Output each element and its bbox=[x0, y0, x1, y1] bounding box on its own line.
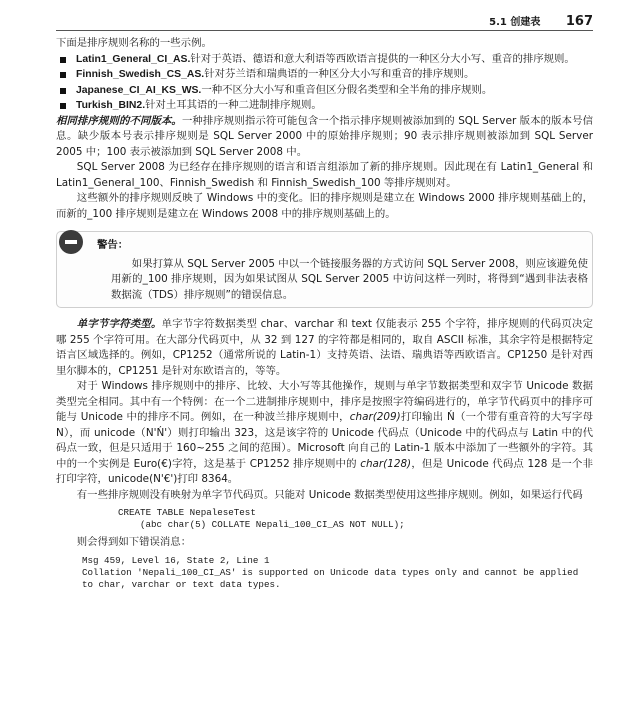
list-item bbox=[56, 52, 593, 68]
collation-examples-list bbox=[56, 52, 593, 114]
unicode-text-3: ，但是 Unicode 代码点 128 是一个非打印字符，unicode(N'€')打印 8364。 bbox=[56, 457, 593, 485]
unicode-text-2: 打印输出 Ń（一个带有重音符的大写字母 N），而 unicode（N'Ń'）则打印输出 323，这是该字符的 Unicode 代码点（Unicode 中的代码点与 Latin 中的代码点一致，但是只适用于 160~255 之间的范围）。Microsoft 向自己的 Latin-1 版本中添加了一些额外的字符。其中的一个实例是 Euro(€)字符，这是基于 CP1252 排序规则中的 bbox=[56, 411, 593, 470]
collation-name: Japanese_CI_AI_KS_WS. bbox=[76, 84, 202, 96]
collation-name: Latin1_General_CI_AS. bbox=[76, 53, 191, 65]
error-line: Collation 'Nepali_100_CI_AS' is supported on Unicode data types only and cannot be applied bbox=[82, 566, 579, 578]
collation-desc: 针对土耳其语的一种二进制排序规则。 bbox=[145, 99, 322, 111]
list-item bbox=[56, 98, 593, 114]
collation-desc: 针对于英语、德语和意大利语等西欧语言提供的一种区分大小写、重音的排序规则。 bbox=[190, 52, 575, 65]
warning-title: 警告： bbox=[97, 239, 129, 251]
error-line: Msg 459, Level 16, State 2, Line 1 bbox=[82, 554, 270, 566]
single-byte-paragraph bbox=[56, 317, 593, 379]
code-block bbox=[92, 507, 593, 531]
error-block bbox=[82, 555, 593, 591]
section-number: 5.1 bbox=[489, 17, 507, 28]
collation-desc: 针对芬兰语和瑞典语的一种区分大小写和重音的排序规则。 bbox=[204, 68, 475, 80]
list-item bbox=[56, 67, 593, 83]
single-byte-text: 单字节字符数据类型 char、varchar 和 text 仅能表示 255 个字符，排序规则的代码页决定哪 255 个字符可用。在大部分代码页中，从 32 到 127 的字符都是相同的，取自 ASCII 标准，其余字符是根据特定语言区域选择的。例如，CP1252（通常所说的 Latin-1）支持英语、法语、瑞典语等西欧语言。CP1250 是针对西里尔脚本的，CP1251 是针对东欧语言的，等等。 bbox=[56, 318, 593, 377]
warning-text: 如果打算从 SQL Server 2005 中以一个链接服务器的方式访问 SQL Server 2008，则应该避免使用新的_100 排序规则，因为如果试图从 SQL Server 2005 中访问这样一列时，将得到“遇到非法表格数据流（TDS）排序规则”的错误信息。 bbox=[111, 257, 588, 301]
unicode-paragraph bbox=[56, 379, 593, 488]
page-body bbox=[56, 36, 593, 595]
collation-desc: 一种不区分大小写和重音但区分假名类型和全半角的排序规则。 bbox=[201, 83, 493, 96]
inline-code: char(128) bbox=[360, 457, 412, 470]
inline-code: char(209) bbox=[349, 411, 401, 423]
versions-text: 一种排序规则指示符可能包含一个指示排序规则被添加到的 SQL Server 版本的版本号信息。缺少版本号表示排序规则是 SQL Server 2000 中的原始排序规则；90 表示排序规则被添加到 SQL Server 2005 中；100 表示被添加到 SQL Server 2008 中。 bbox=[56, 114, 594, 158]
intro-paragraph: 下面是排序规则名称的一些示例。 bbox=[56, 37, 212, 49]
non-codepage-paragraph: 有一些排序规则没有映射为单字节代码页。只能对 Unicode 数据类型使用这些排序规则。例如，如果运行代码 bbox=[76, 488, 583, 501]
code-line: (abc char(5) COLLATE Nepali_100_CI_AS NOT NULL); bbox=[140, 519, 405, 530]
warning-icon bbox=[59, 230, 83, 254]
error-line: to char, varchar or text data types. bbox=[82, 578, 281, 590]
running-header bbox=[489, 13, 593, 29]
sql2008-paragraph: SQL Server 2008 为已经存在排序规则的语言和语言组添加了新的排序规则。因此现在有 Latin1_General 和 Latin1_General_100、Finnish_Swedish 和 Finnish_Swedish_100 等排序规则对。 bbox=[56, 161, 593, 189]
page-number: 167 bbox=[565, 14, 593, 29]
list-item bbox=[56, 83, 593, 99]
versions-paragraph bbox=[56, 114, 593, 161]
collation-name: Turkish_BIN2. bbox=[76, 100, 146, 111]
windows-paragraph: 这些额外的排序规则反映了 Windows 中的变化。旧的排序规则是建立在 Windows 2000 排序规则基础上的，而新的_100 排序规则是建立在 Windows 2008 中的排序规则基础上的。 bbox=[56, 192, 593, 220]
code-line: CREATE TABLE NepaleseTest bbox=[118, 507, 256, 518]
versions-lead: 相同排序规则的不同版本。 bbox=[56, 114, 182, 127]
unicode-text-1: 对于 Windows 排序规则中的排序、比较、大小写等其他操作，规则与单字节数据类型和双字节 Unicode 数据类型完全相同。其中有一个特例：在一个二进制排序规则中，排序是按照字符编码进行的，单字节代码页中的排序可能与 Unicode 中的排序不同。例如，在一种波兰排序规则中， bbox=[56, 380, 593, 423]
warning-box bbox=[56, 231, 593, 308]
error-intro-paragraph: 则会得到如下错误消息： bbox=[76, 536, 192, 548]
header-rule bbox=[56, 30, 593, 31]
collation-name: Finnish_Swedish_CS_AS. bbox=[76, 69, 205, 80]
single-byte-lead: 单字节字符类型。 bbox=[76, 318, 162, 330]
section-title: 创建表 bbox=[510, 17, 541, 28]
